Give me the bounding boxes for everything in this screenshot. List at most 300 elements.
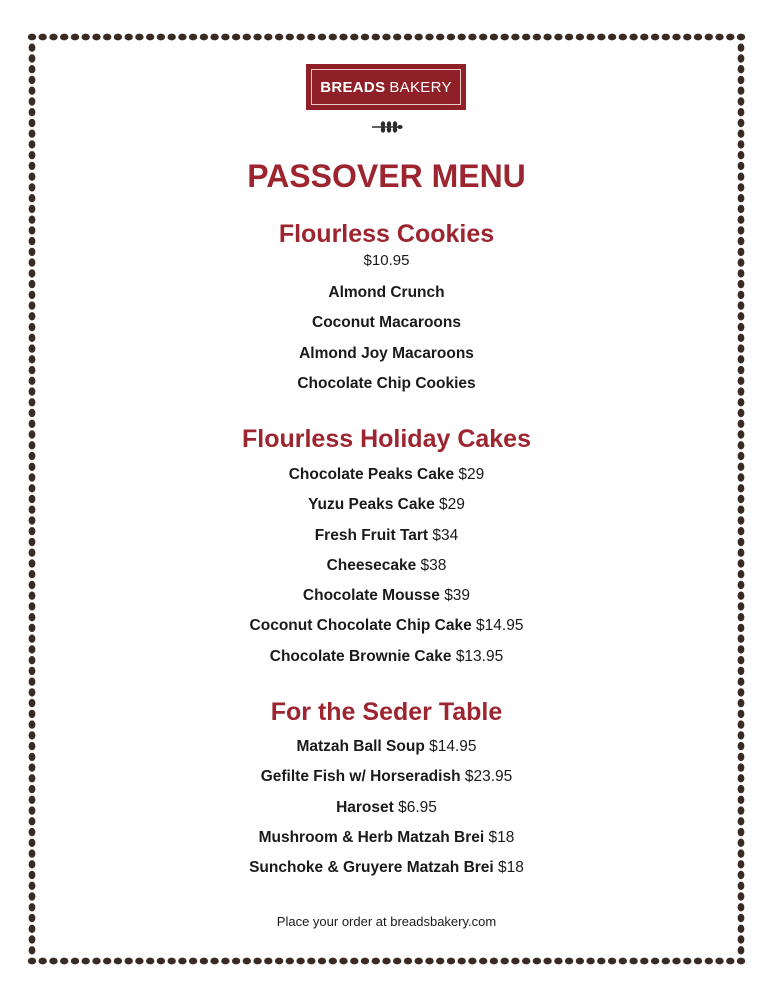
border-dot <box>543 958 551 965</box>
menu-page <box>36 48 737 948</box>
border-dot <box>29 925 36 933</box>
border-dot <box>425 34 433 41</box>
border-dot <box>29 720 36 728</box>
border-dot <box>29 538 36 546</box>
border-dot <box>738 97 745 105</box>
border-dot <box>738 194 745 202</box>
border-dot <box>738 774 745 782</box>
border-dot <box>286 34 294 41</box>
border-dot <box>114 34 122 41</box>
border-dot <box>253 34 261 41</box>
border-dot <box>29 119 36 127</box>
border-dot <box>608 34 616 41</box>
list-item: Chocolate Brownie Cake $13.95 <box>269 647 504 665</box>
border-dot <box>200 34 208 41</box>
border-dot <box>29 377 36 385</box>
list-item: Chocolate Peaks Cake $29 <box>288 466 485 483</box>
border-dot <box>286 958 294 965</box>
border-dot <box>501 34 509 41</box>
border-dot <box>651 34 659 41</box>
border-dot <box>738 140 745 148</box>
list-item: Haroset $6.95 <box>336 798 437 816</box>
border-dot <box>738 667 745 675</box>
border-dot <box>565 34 573 41</box>
border-dot <box>29 495 36 503</box>
border-dot <box>29 645 36 653</box>
border-dot <box>458 34 466 41</box>
border-dot <box>339 34 347 41</box>
border-dot <box>738 828 745 836</box>
border-dot <box>29 710 36 718</box>
border-dot <box>468 958 476 965</box>
border-dot <box>533 34 541 41</box>
border-dot <box>29 312 36 320</box>
border-dot <box>29 817 36 825</box>
list-item: Gefilte Fish w/ Horseradish $23.95 <box>260 768 513 786</box>
border-dot <box>737 958 745 965</box>
border-dot <box>29 387 36 395</box>
border-dot <box>29 946 36 954</box>
border-dot <box>253 958 261 965</box>
border-dot <box>436 958 444 965</box>
border-dot <box>29 140 36 148</box>
border-dot <box>157 34 165 41</box>
border-dot <box>738 162 745 170</box>
border-dot <box>738 656 745 664</box>
border-dot <box>29 570 36 578</box>
border-dot <box>60 958 68 965</box>
border-dot <box>168 958 176 965</box>
border-dot <box>738 377 745 385</box>
border-dot <box>178 958 186 965</box>
border-dot <box>738 860 745 868</box>
border-dot <box>29 473 36 481</box>
border-dot <box>738 763 745 771</box>
border-dot <box>425 958 433 965</box>
border-dot <box>29 130 36 138</box>
border-dot <box>29 871 36 879</box>
border-dot <box>479 958 487 965</box>
border-dot <box>29 935 36 943</box>
border-dot <box>49 34 57 41</box>
border-dot <box>29 44 36 52</box>
border-dot <box>29 463 36 471</box>
border-dot <box>738 742 745 750</box>
border-dot <box>29 355 36 363</box>
border-dot <box>662 34 670 41</box>
border-dot <box>738 613 745 621</box>
border-dot <box>329 958 337 965</box>
cookies-list <box>36 278 737 399</box>
border-dot <box>29 549 36 557</box>
border-dot <box>608 958 616 965</box>
border-dot <box>738 452 745 460</box>
border-dot <box>738 592 745 600</box>
border-dot <box>243 34 251 41</box>
border-dot <box>39 958 47 965</box>
border-dot <box>82 34 90 41</box>
border-dot <box>329 34 337 41</box>
border-dot <box>738 108 745 116</box>
border-dot <box>29 839 36 847</box>
list-item: Fresh Fruit Tart $34 <box>314 526 459 544</box>
border-dot <box>738 76 745 84</box>
border-dot <box>29 914 36 922</box>
border-dot <box>738 839 745 847</box>
border-dot <box>738 205 745 213</box>
border-dot <box>738 495 745 503</box>
border-dot <box>29 280 36 288</box>
border-dot <box>629 958 637 965</box>
border-dot <box>29 516 36 524</box>
border-dot <box>738 226 745 234</box>
border-dot <box>29 527 36 535</box>
border-dot <box>738 312 745 320</box>
border-dot <box>738 463 745 471</box>
border-dot <box>29 409 36 417</box>
border-dot <box>738 441 745 449</box>
list-item: Chocolate Mousse $39 <box>302 587 471 605</box>
border-dot <box>92 34 100 41</box>
border-dot <box>29 420 36 428</box>
border-dot <box>71 34 79 41</box>
border-dot <box>738 849 745 857</box>
border-dot <box>29 602 36 610</box>
border-dot <box>738 269 745 277</box>
border-dot <box>738 119 745 127</box>
border-dot <box>29 849 36 857</box>
border-dot <box>29 76 36 84</box>
border-dot <box>29 731 36 739</box>
list-item: Mushroom & Herb Matzah Brei $18 <box>258 828 515 846</box>
border-dot <box>738 925 745 933</box>
border-dot <box>694 34 702 41</box>
border-dot <box>554 958 562 965</box>
border-dot <box>29 903 36 911</box>
border-dot <box>576 958 584 965</box>
border-dot <box>382 34 390 41</box>
border-dot <box>533 958 541 965</box>
border-dot <box>92 958 100 965</box>
border-dot <box>738 602 745 610</box>
border-dot <box>29 860 36 868</box>
border-dot <box>738 796 745 804</box>
border-dot <box>29 65 36 73</box>
border-dot <box>29 269 36 277</box>
border-dot <box>447 958 455 965</box>
border-dot <box>738 882 745 890</box>
border-dot <box>738 183 745 191</box>
border-dot <box>350 34 358 41</box>
border-dot <box>522 958 530 965</box>
border-dot <box>436 34 444 41</box>
border-dot <box>738 54 745 62</box>
border-dot <box>694 958 702 965</box>
border-dot <box>705 34 713 41</box>
section-title-seder-table: For the Seder Table <box>270 698 503 726</box>
border-dot <box>29 506 36 514</box>
border-dot <box>468 34 476 41</box>
border-dot <box>28 958 36 965</box>
border-dot <box>738 559 745 567</box>
border-dot <box>82 958 90 965</box>
border-dot <box>372 34 380 41</box>
border-dot <box>393 958 401 965</box>
border-dot <box>490 958 498 965</box>
list-item: Coconut Macaroons <box>312 314 461 332</box>
border-dot <box>565 958 573 965</box>
border-dot <box>29 301 36 309</box>
border-dot <box>29 237 36 245</box>
border-dot <box>738 366 745 374</box>
border-dot <box>554 34 562 41</box>
border-dot <box>168 34 176 41</box>
border-dot <box>705 958 713 965</box>
border-dot <box>738 806 745 814</box>
border-dot <box>738 420 745 428</box>
border-dot <box>29 194 36 202</box>
border-dot <box>29 108 36 116</box>
border-dot <box>264 958 272 965</box>
border-dot <box>672 34 680 41</box>
border-dot <box>232 958 240 965</box>
border-dot <box>157 958 165 965</box>
border-dot <box>178 34 186 41</box>
border-dot <box>29 344 36 352</box>
border-dot <box>29 699 36 707</box>
border-dot <box>738 935 745 943</box>
border-dot <box>125 34 133 41</box>
border-dot <box>29 398 36 406</box>
border-dot <box>29 97 36 105</box>
border-dot <box>264 34 272 41</box>
border-dot <box>738 538 745 546</box>
border-dot <box>114 958 122 965</box>
border-dot <box>71 958 79 965</box>
border-dot <box>738 334 745 342</box>
border-dot <box>29 248 36 256</box>
border-dot <box>404 958 412 965</box>
border-dot <box>29 173 36 181</box>
border-dot <box>29 183 36 191</box>
list-item: Cheesecake $38 <box>326 556 447 574</box>
border-dot <box>738 753 745 761</box>
border-dot <box>738 387 745 395</box>
border-dot <box>738 527 745 535</box>
border-dot <box>29 763 36 771</box>
list-item: Matzah Ball Soup $14.95 <box>296 738 477 755</box>
border-dot <box>738 570 745 578</box>
border-dot <box>738 216 745 224</box>
border-dot <box>715 34 723 41</box>
border-dot <box>738 355 745 363</box>
logo-bold-text: BREADS <box>320 78 386 96</box>
border-dot <box>29 796 36 804</box>
border-dot <box>29 430 36 438</box>
border-dot <box>29 291 36 299</box>
border-dot <box>738 624 745 632</box>
border-dot <box>29 785 36 793</box>
border-dot <box>28 34 36 41</box>
border-dot <box>738 946 745 954</box>
border-dot <box>189 958 197 965</box>
border-dot <box>296 34 304 41</box>
border-dot <box>597 34 605 41</box>
border-dot <box>738 914 745 922</box>
border-dot <box>640 34 648 41</box>
cakes-list <box>36 460 737 672</box>
border-dot <box>296 958 304 965</box>
border-dot <box>29 592 36 600</box>
border-dot <box>275 34 283 41</box>
border-dot <box>543 34 551 41</box>
border-dot <box>103 958 111 965</box>
border-dot <box>738 645 745 653</box>
border-dot <box>29 678 36 686</box>
border-dot <box>619 958 627 965</box>
border-dot <box>586 34 594 41</box>
list-item: Chocolate Chip Cookies <box>297 374 476 392</box>
border-dot <box>29 613 36 621</box>
border-dot <box>738 258 745 266</box>
section-title-flourless-cookies: Flourless Cookies <box>278 220 495 248</box>
border-dot <box>146 958 154 965</box>
border-dot <box>511 34 519 41</box>
border-dot <box>662 958 670 965</box>
border-dot <box>318 958 326 965</box>
border-dot <box>738 280 745 288</box>
border-dot <box>29 87 36 95</box>
border-dot <box>29 151 36 159</box>
border-dot <box>125 958 133 965</box>
border-dot <box>404 34 412 41</box>
list-item: Sunchoke & Gruyere Matzah Brei $18 <box>249 859 524 877</box>
border-dot <box>576 34 584 41</box>
border-dot <box>738 323 745 331</box>
border-dot <box>29 559 36 567</box>
border-dot <box>29 323 36 331</box>
border-dot <box>738 409 745 417</box>
border-dot <box>738 506 745 514</box>
section-price: $10.95 <box>363 252 410 269</box>
border-dot <box>29 624 36 632</box>
border-dot <box>738 817 745 825</box>
border-dot <box>738 484 745 492</box>
breads-bakery-logo <box>306 64 466 110</box>
border-dot <box>29 366 36 374</box>
border-dot <box>738 903 745 911</box>
border-dot <box>29 742 36 750</box>
border-dot <box>372 958 380 965</box>
border-dot <box>221 34 229 41</box>
border-dot <box>243 958 251 965</box>
border-dot <box>597 958 605 965</box>
border-dot <box>29 216 36 224</box>
border-dot <box>49 958 57 965</box>
border-dot <box>29 226 36 234</box>
border-dot <box>672 958 680 965</box>
border-dot <box>501 958 509 965</box>
border-dot <box>29 441 36 449</box>
border-dot <box>135 958 143 965</box>
border-dot <box>738 516 745 524</box>
border-dot <box>586 958 594 965</box>
border-dot <box>738 678 745 686</box>
border-dot <box>738 731 745 739</box>
border-dot <box>210 958 218 965</box>
border-dot <box>640 958 648 965</box>
border-dot <box>738 398 745 406</box>
border-dot <box>29 54 36 62</box>
border-dot <box>350 958 358 965</box>
border-dot <box>361 34 369 41</box>
border-dot <box>189 34 197 41</box>
border-dot <box>738 699 745 707</box>
border-dot <box>361 958 369 965</box>
list-item: Coconut Chocolate Chip Cake $14.95 <box>249 617 524 635</box>
border-dot <box>29 162 36 170</box>
border-dot <box>738 892 745 900</box>
border-dot <box>200 958 208 965</box>
border-dot <box>651 958 659 965</box>
border-dot <box>29 334 36 342</box>
border-dot <box>307 34 315 41</box>
border-dot <box>221 958 229 965</box>
border-dot <box>29 688 36 696</box>
border-dot <box>738 248 745 256</box>
border-dot <box>738 173 745 181</box>
border-dot <box>738 473 745 481</box>
border-dot <box>458 958 466 965</box>
border-dot <box>447 34 455 41</box>
border-dot <box>393 34 401 41</box>
border-dot <box>715 958 723 965</box>
border-dot <box>29 656 36 664</box>
border-dot <box>29 581 36 589</box>
border-dot <box>629 34 637 41</box>
border-dot <box>619 34 627 41</box>
border-dot <box>738 87 745 95</box>
border-dot <box>307 958 315 965</box>
border-dot <box>29 892 36 900</box>
border-dot <box>738 291 745 299</box>
border-dot <box>210 34 218 41</box>
border-dot <box>60 34 68 41</box>
seder-list <box>36 732 737 883</box>
list-item: Almond Joy Macaroons <box>299 344 474 362</box>
border-dot <box>39 34 47 41</box>
border-dot <box>29 258 36 266</box>
border-dot <box>29 753 36 761</box>
border-dot <box>29 667 36 675</box>
border-dot <box>738 549 745 557</box>
border-dot <box>738 430 745 438</box>
border-dot <box>738 65 745 73</box>
logo-rest-text: BAKERY <box>389 78 452 96</box>
border-dot <box>511 958 519 965</box>
border-dot <box>738 785 745 793</box>
border-dot <box>232 34 240 41</box>
border-dot <box>29 484 36 492</box>
border-dot <box>738 344 745 352</box>
border-dot <box>29 828 36 836</box>
border-dot <box>490 34 498 41</box>
border-dot <box>737 34 745 41</box>
page-title: PASSOVER MENU <box>247 158 526 194</box>
section-title-holiday-cakes: Flourless Holiday Cakes <box>241 425 531 453</box>
border-dot <box>29 205 36 213</box>
list-item: Yuzu Peaks Cake $29 <box>308 496 465 514</box>
